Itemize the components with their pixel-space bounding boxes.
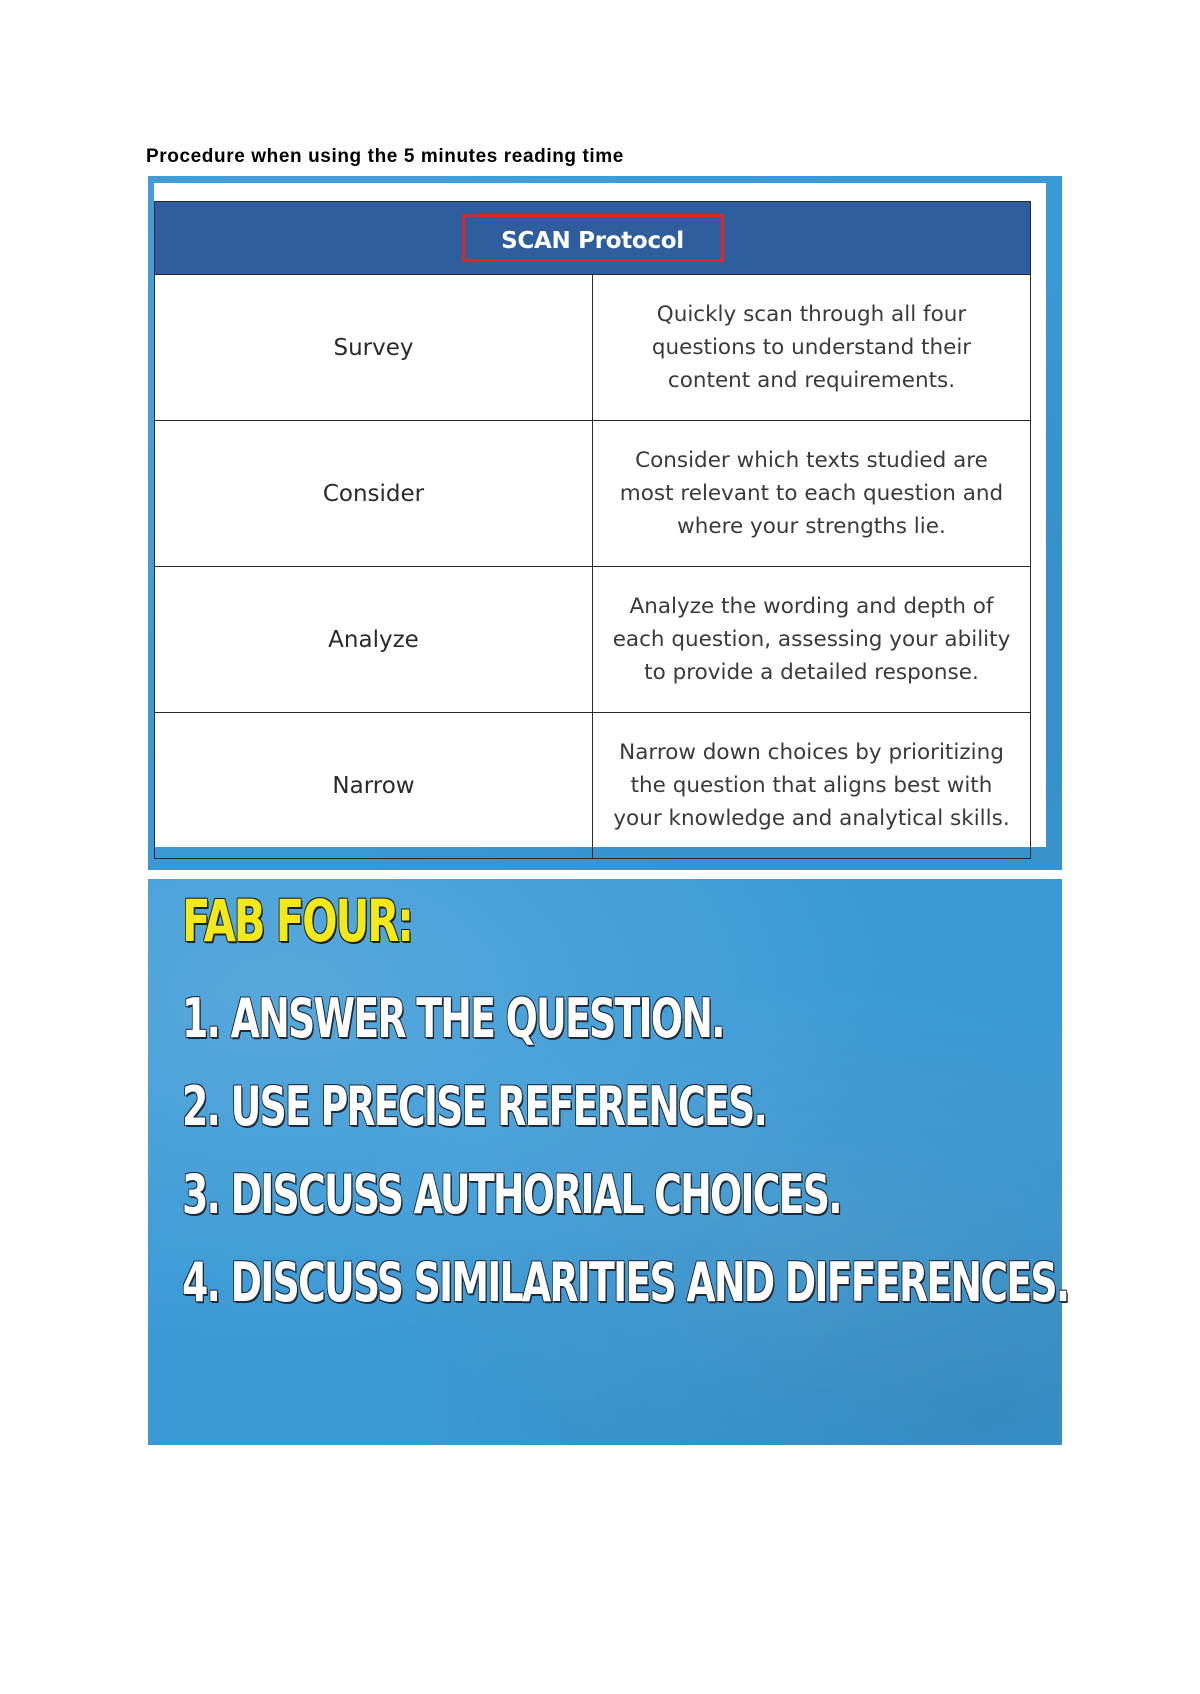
list-item: 3. DISCUSS AUTHORIAL CHOICES. — [182, 1163, 841, 1226]
table-row — [155, 713, 1031, 859]
table-row — [155, 421, 1031, 567]
scan-term-analyze: Analyze — [155, 567, 593, 713]
table-row — [155, 275, 1031, 421]
table-row — [155, 567, 1031, 713]
scan-description-consider: Consider which texts studied are most relevant to each question and where your strengths lie. — [593, 421, 1031, 567]
scan-protocol-card — [154, 183, 1046, 847]
fab-four-list — [182, 987, 1200, 1339]
scan-protocol-heading: SCAN Protocol — [462, 214, 724, 262]
scan-protocol-table — [154, 201, 1031, 859]
list-item: 1. ANSWER THE QUESTION. — [182, 987, 724, 1050]
scan-term-survey: Survey — [155, 275, 593, 421]
scan-header-row — [155, 202, 1031, 275]
scan-term-consider: Consider — [155, 421, 593, 567]
scan-header-cell — [155, 202, 1031, 275]
scan-term-narrow: Narrow — [155, 713, 593, 859]
fab-four-image — [148, 879, 1069, 1445]
list-item: 2. USE PRECISE REFERENCES. — [182, 1075, 767, 1138]
scan-description-survey: Quickly scan through all four questions to understand their content and requirements. — [593, 275, 1031, 421]
page-title: Procedure when using the 5 minutes reading time — [146, 146, 624, 167]
scan-description-narrow: Narrow down choices by prioritizing the question that aligns best with your knowledge and analytical skills. — [593, 713, 1031, 859]
list-item: 4. DISCUSS SIMILARITIES AND DIFFERENCES. — [182, 1251, 1069, 1314]
fab-four-title: FAB FOUR: — [182, 887, 412, 955]
scan-description-analyze: Analyze the wording and depth of each question, assessing your ability to provide a detailed response. — [593, 567, 1031, 713]
scan-protocol-image — [148, 176, 1062, 870]
